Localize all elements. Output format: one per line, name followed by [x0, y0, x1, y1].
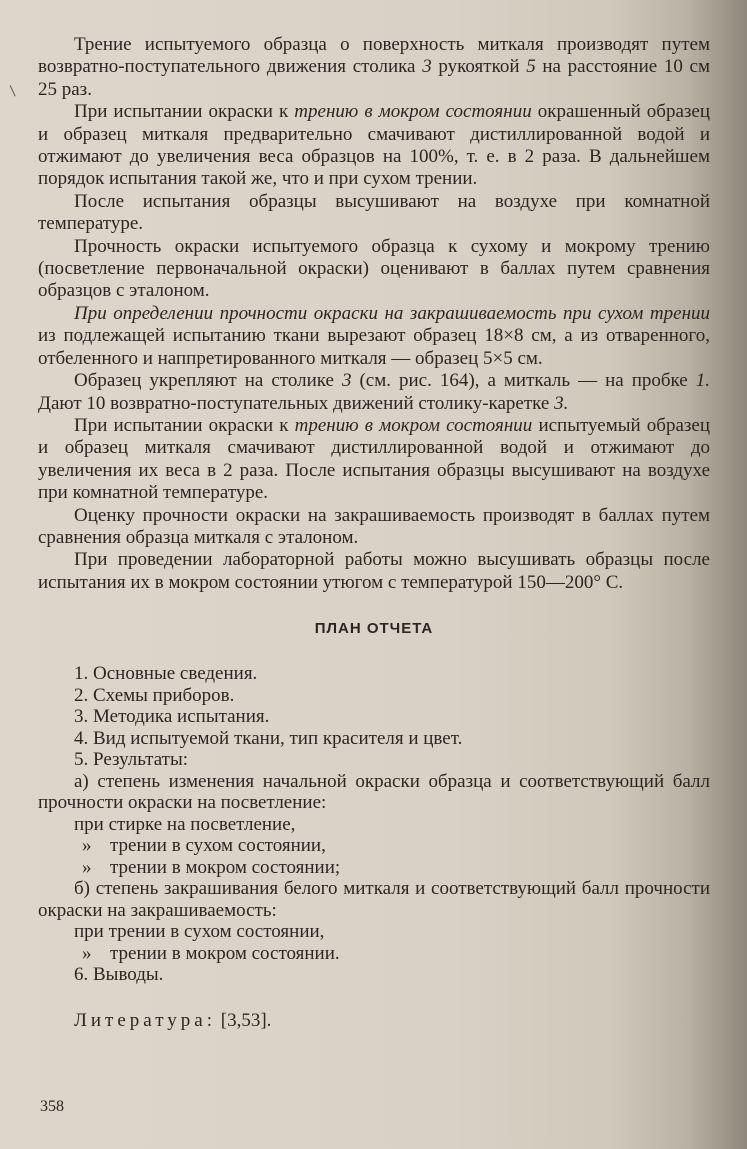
plan-item-i2 — [38, 685, 710, 707]
italic-text: 3. — [554, 392, 569, 414]
page-content — [38, 34, 710, 1032]
plan-item-i4 — [38, 728, 710, 750]
text-run: При проведении лабораторной работы можно высушивать образцы после испытания их в мокром состоянии утюгом с температурой 150—200° С. — [38, 549, 710, 593]
italic-text: трению в мокром состоянии — [294, 101, 532, 123]
text-run: После испытания образцы высушивают на воздухе при комнатной температуре. — [38, 190, 710, 235]
ditto-mark: » — [82, 942, 92, 964]
paragraph-p9 — [38, 549, 710, 594]
italic-text: 5 — [526, 56, 536, 78]
references-label: Литература: — [74, 1009, 216, 1031]
italic-text: трению в мокром состоянии — [294, 414, 533, 436]
text-run: из подлежащей испытанию ткани вырезают образец 18×8 см, а из отваренного, отбеленного и наппретированного миткаля — образец 5×5 см. — [38, 325, 710, 369]
paragraph-p4 — [38, 236, 710, 303]
plan-item-i6 — [38, 771, 710, 814]
plan-item-i12 — [38, 943, 710, 965]
italic-text: 3 — [341, 370, 352, 392]
plan-item-i1 — [38, 663, 710, 685]
plan-item-i7 — [38, 814, 710, 836]
paragraph-p6 — [38, 370, 710, 415]
paragraph-p5 — [38, 303, 710, 370]
text-run: При испытании окраски к — [74, 101, 295, 123]
text-run: Прочность окраски испытуемого образца к сухому и мокрому трению (посветление первоначальной окраски) оценивают в баллах путем сравнения образцов с эталоном. — [38, 235, 710, 302]
plan-item-text: при трении в сухом состоянии, — [74, 921, 325, 943]
ditto-mark: » — [82, 835, 92, 857]
references-value: [3,53]. — [216, 1009, 272, 1031]
text-run: При испытании окраски к — [74, 414, 295, 436]
text-run: (см. рис. 164), а миткаль — на пробке — [351, 370, 696, 392]
plan-item-i13 — [38, 964, 710, 986]
text-run: окрашенный образец и образец миткаля предварительно смачивают дистиллированной водой и отжимают до увеличения веса образцов на 100%, т. е. в 2 раза. В дальнейшем порядок испытания такой же, что и при сухом трении. — [38, 101, 710, 190]
paragraph-p3 — [38, 191, 710, 236]
italic-text: 1. — [695, 370, 710, 392]
ditto-mark: » — [82, 856, 92, 878]
text-run: Оценку прочности окраски на закрашиваемость производят в баллах путем сравнения образца миткаля с эталоном. — [38, 504, 710, 548]
italic-text: При определении прочности окраски на закрашиваемость при сухом трении — [74, 302, 710, 324]
body-text — [38, 34, 710, 594]
plan-item-text: 5. Результаты: — [74, 749, 188, 771]
plan-item-text: трении в мокром состоянии; — [110, 856, 341, 878]
text-run: Дают 10 возвратно-поступательных движений столику-каретке — [38, 392, 555, 414]
plan-item-i11 — [38, 921, 710, 943]
plan-item-text: 4. Вид испытуемой ткани, тип красителя и цвет. — [74, 727, 463, 749]
paragraph-p7 — [38, 415, 710, 505]
text-run: испытуемый образец и образец миткаля смачивают дистиллированной водой и отжимают до увеличения их веса в 2 раза. После испытания образцы высушивают на воздухе при комнатной температуре. — [38, 414, 711, 504]
plan-item-text: при стирке на посветление, — [74, 813, 296, 835]
text-run: Трение испытуемого образца о поверхность миткаля производят путем возвратно-поступательного движения столика — [38, 34, 710, 78]
paragraph-p8 — [38, 505, 710, 550]
plan-item-i8 — [38, 835, 710, 857]
paragraph-p2 — [38, 101, 710, 191]
plan-item-text: б) степень закрашивания белого миткаля и соответствующий балл прочности окраски на закрашиваемость: — [38, 878, 710, 921]
paragraph-p1 — [38, 34, 710, 101]
page-number: 358 — [40, 1098, 64, 1115]
text-run: Образец укрепляют на столике — [74, 370, 342, 392]
text-run: рукояткой — [431, 56, 527, 78]
references — [38, 1010, 710, 1032]
plan-item-text: а) степень изменения начальной окраски образца и соответствующий балл прочности окраски на посветление: — [38, 770, 710, 814]
section-title: ПЛАН ОТЧЕТА — [314, 620, 434, 638]
stray-pen-mark — [10, 84, 20, 97]
plan-item-i9 — [38, 857, 710, 879]
plan-item-text: трении в мокром состоянии. — [110, 942, 340, 964]
report-plan-list — [38, 663, 710, 986]
plan-item-text: 1. Основные сведения. — [74, 663, 258, 685]
plan-item-text: 3. Методика испытания. — [74, 706, 270, 728]
italic-text: 3 — [422, 56, 432, 78]
plan-item-i5 — [38, 749, 710, 771]
plan-item-text: 2. Схемы приборов. — [74, 684, 235, 706]
text-run: на расстояние 10 см 25 раз. — [38, 56, 711, 100]
plan-item-text: 6. Выводы. — [74, 964, 164, 986]
plan-item-text: трении в сухом состоянии, — [110, 835, 326, 857]
plan-item-i3 — [38, 706, 710, 728]
plan-item-i10 — [38, 878, 710, 921]
